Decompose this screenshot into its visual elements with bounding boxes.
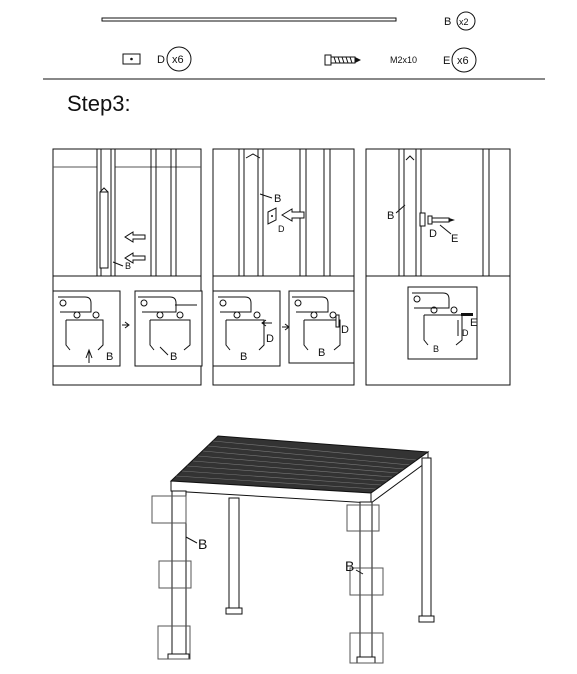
svg-text:B: B: [240, 351, 248, 363]
part-e-size: M2x10: [390, 55, 418, 65]
panel-3: [366, 149, 510, 385]
svg-text:E: E: [470, 317, 478, 329]
svg-text:B: B: [318, 347, 326, 359]
part-e-letter: E: [443, 55, 451, 67]
svg-text:D: D: [266, 333, 274, 345]
pergola-post-front-left: [172, 491, 186, 655]
svg-text:D: D: [462, 328, 469, 338]
panel-2: [213, 149, 354, 385]
overview-label-left: B: [198, 536, 208, 552]
part-e-screw: [325, 55, 361, 65]
panel-2-post: [239, 149, 263, 276]
pergola-post-back-left: [229, 498, 239, 610]
svg-text:B: B: [170, 351, 178, 363]
part-d-plate-hole: [130, 58, 133, 61]
part-d-letter: D: [157, 54, 165, 66]
panel-1-beam-b: [100, 192, 108, 268]
panel-3-label-d: D: [429, 228, 437, 240]
svg-text:D: D: [341, 324, 349, 336]
part-b-letter: B: [444, 16, 452, 28]
panel-2-label-b: B: [274, 193, 282, 205]
panel-3-label-e: E: [451, 233, 459, 245]
step-title: Step3:: [67, 91, 131, 116]
panel-1: [53, 149, 202, 385]
panel-3-post: [399, 149, 421, 276]
svg-text:B: B: [433, 344, 440, 354]
highlight-boxes: [152, 496, 383, 663]
overview-label-right: B: [345, 558, 355, 574]
pergola-overview: [152, 436, 434, 663]
panel-2-label-d: D: [278, 224, 285, 234]
panel-3-plate-d: [420, 213, 425, 226]
part-d-qty: x6: [172, 54, 184, 66]
panel-3-label-b: B: [387, 210, 395, 222]
panel-2-detail-a: [213, 291, 280, 366]
svg-text:B: B: [106, 351, 114, 363]
part-e-qty: x6: [457, 55, 469, 67]
panel-1-label-top: B: [125, 261, 132, 271]
pergola-post-back-right: [422, 458, 431, 618]
part-b-qty: x2: [459, 17, 469, 27]
panel-1-detail-b: [135, 291, 202, 366]
pergola-post-front-right: [360, 502, 372, 659]
part-b-beam: [102, 18, 396, 21]
panel-2-detail-b: [289, 291, 354, 363]
parts-list: [102, 12, 476, 72]
panel-1-detail-a: [53, 291, 120, 366]
panel-3-detail: [408, 287, 477, 359]
